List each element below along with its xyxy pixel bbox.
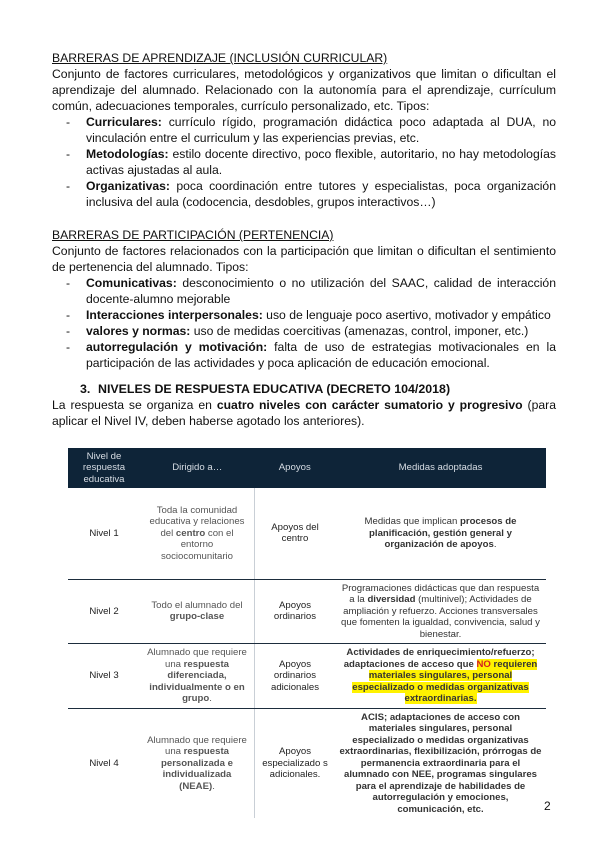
- header-nivel: Nivel de respuesta educativa: [68, 448, 140, 488]
- cell-text: Actividades de enriquecimiento/refuerzo; adaptaciones de acceso que: [343, 647, 535, 670]
- desc: poca coordinación entre tutores y especialistas, poca organización inclusiva del aula (codocencia, desdobles, grupos interactivos…): [86, 179, 556, 209]
- cell-dirigido: [140, 579, 255, 644]
- cell-bold: ACIS; adaptaciones de acceso con materiales singulares, personal especializado o medidas organizativas extraordinarias, flexibilización, prórrogas de permanencia extraordinaria para el alumnado con NEE, programas singulares para el aprendizaje de habilidades de autorregulación y emociones, comunicación, etc.: [339, 711, 542, 815]
- table-row: [68, 708, 546, 818]
- header-medidas: Medidas adoptadas: [335, 448, 546, 488]
- cell-nivel: Nivel 3: [68, 644, 140, 709]
- list-item: [52, 307, 556, 323]
- list-item: [52, 146, 556, 178]
- term: Comunicativas:: [86, 276, 177, 290]
- term: Interacciones interpersonales:: [86, 308, 263, 322]
- list-item: [52, 178, 556, 210]
- list-item: [52, 339, 556, 371]
- cell-bold: procesos de planificación, gestión general y organización de apoyos: [369, 516, 517, 550]
- table-row: [68, 488, 546, 579]
- desc: uso de medidas coercitivas (amenazas, control, imponer, etc.): [190, 324, 529, 338]
- cell-bold: grupo-clase: [169, 611, 225, 623]
- highlight-text: requieren materiales singulares, personal especializado o medidas organizativas extraordinarias.: [352, 658, 538, 704]
- cell-bold: respuesta personalizada e individualizada (NEAE): [161, 746, 233, 792]
- cell-bold: respuesta diferenciada, individualmente o en grupo: [149, 658, 245, 704]
- intro-text: (para aplicar el Nivel IV, deben haberse agotado los anteriores).: [52, 398, 556, 428]
- term: Organizativas:: [86, 179, 170, 193]
- highlight-no: NO: [476, 658, 491, 670]
- header-dirigido: Dirigido a…: [140, 448, 255, 488]
- section-title-aprendizaje: BARRERAS DE APRENDIZAJE (INCLUSIÓN CURRICULAR): [52, 51, 388, 65]
- desc: currículo rígido, programación didáctica poco adaptada al DUA, no vinculación entre el curriculum y las experiencias previas, etc.: [86, 115, 556, 145]
- table-row: [68, 579, 546, 644]
- cell-text: (multinivel); Actividades de ampliación y refuerzo. Acciones transversales que fomenten la igualdad, convivencia, salud y bienestar.: [341, 594, 540, 640]
- cell-text: .: [209, 693, 212, 704]
- cell-apoyos: Apoyos del centro: [255, 488, 336, 579]
- term: Metodologías:: [86, 147, 169, 161]
- cell-text: .: [493, 539, 497, 550]
- cell-dirigido: [140, 644, 255, 709]
- cell-text: .: [212, 780, 215, 792]
- list-item: [52, 275, 556, 307]
- desc: desconocimiento o no utilización del SAAC, calidad de interacción docente-alumno mejorable: [86, 276, 556, 306]
- section-title-participacion: BARRERAS DE PARTICIPACIÓN (PERTENENCIA): [52, 228, 334, 242]
- cell-text: Programaciones didácticas que dan respuesta a la: [341, 582, 540, 605]
- cell-text: Toda la comunidad educativa y relaciones del: [149, 504, 245, 539]
- header-apoyos: Apoyos: [255, 448, 336, 488]
- cell-apoyos: Apoyos ordinarios adicionales: [255, 644, 336, 709]
- cell-text: Alumnado que requiere una: [147, 647, 247, 670]
- desc: estilo docente directivo, poco flexible, autoritario, no hay metodologías activas ajustadas al aula.: [86, 147, 556, 177]
- section-intro-participacion: Conjunto de factores relacionados con la participación que limitan o dificultan el sentimiento de pertenencia del alumnado. Tipos:: [52, 244, 556, 274]
- levels-table: [68, 448, 546, 818]
- section-intro-niveles: [52, 397, 556, 429]
- term: valores y normas:: [86, 324, 191, 338]
- cell-bold: diversidad: [367, 594, 416, 605]
- table-header-row: [68, 448, 546, 488]
- page-number: 2: [544, 799, 551, 813]
- cell-text: con el entorno sociocomunitario: [161, 527, 234, 562]
- term: autorregulación y motivación:: [86, 340, 268, 354]
- list-aprendizaje: [52, 114, 556, 210]
- cell-medidas: [335, 488, 546, 579]
- cell-nivel: Nivel 2: [68, 579, 140, 644]
- cell-medidas: [335, 579, 546, 644]
- cell-apoyos: Apoyos ordinarios: [255, 579, 336, 644]
- page-content: [52, 50, 556, 429]
- section-heading: NIVELES DE RESPUESTA EDUCATIVA (DECRETO 104/2018): [98, 382, 451, 396]
- cell-dirigido: [140, 708, 255, 818]
- cell-dirigido: [140, 488, 255, 579]
- table-row: [68, 644, 546, 709]
- term: Curriculares:: [86, 115, 162, 129]
- cell-nivel: Nivel 1: [68, 488, 140, 579]
- cell-medidas: [335, 644, 546, 709]
- section-intro-aprendizaje: Conjunto de factores curriculares, metodológicos y organizativos que limitan o dificultan el aprendizaje del alumnado. Relacionado con la autonomía para el aprendizaje, currículum común, adecuaciones temporales, currículo personalizado, etc. Tipos:: [52, 67, 556, 113]
- cell-bold: centro: [175, 527, 206, 539]
- desc: uso de lenguaje poco asertivo, motivador y empático: [262, 308, 551, 322]
- cell-apoyos: Apoyos especializado s adicionales.: [262, 746, 328, 780]
- intro-text: La respuesta se organiza en: [52, 398, 217, 412]
- cell-medidas: [335, 708, 546, 818]
- section-title-niveles: [80, 381, 556, 397]
- list-item: [52, 114, 556, 146]
- section-number: 3.: [80, 382, 91, 396]
- list-item: [52, 323, 556, 339]
- cell-text: Medidas que implican: [364, 516, 460, 527]
- cell-nivel: Nivel 4: [89, 757, 119, 769]
- cell-text: Alumnado que requiere una: [147, 734, 247, 757]
- cell-text: Todo el alumnado del: [151, 599, 243, 611]
- desc: falta de uso de estrategias motivacionales en la participación de las actividades y poca aplicación de educación emocional.: [86, 340, 556, 370]
- intro-bold: cuatro niveles con carácter sumatorio y progresivo: [216, 398, 523, 412]
- list-participacion: [52, 275, 556, 371]
